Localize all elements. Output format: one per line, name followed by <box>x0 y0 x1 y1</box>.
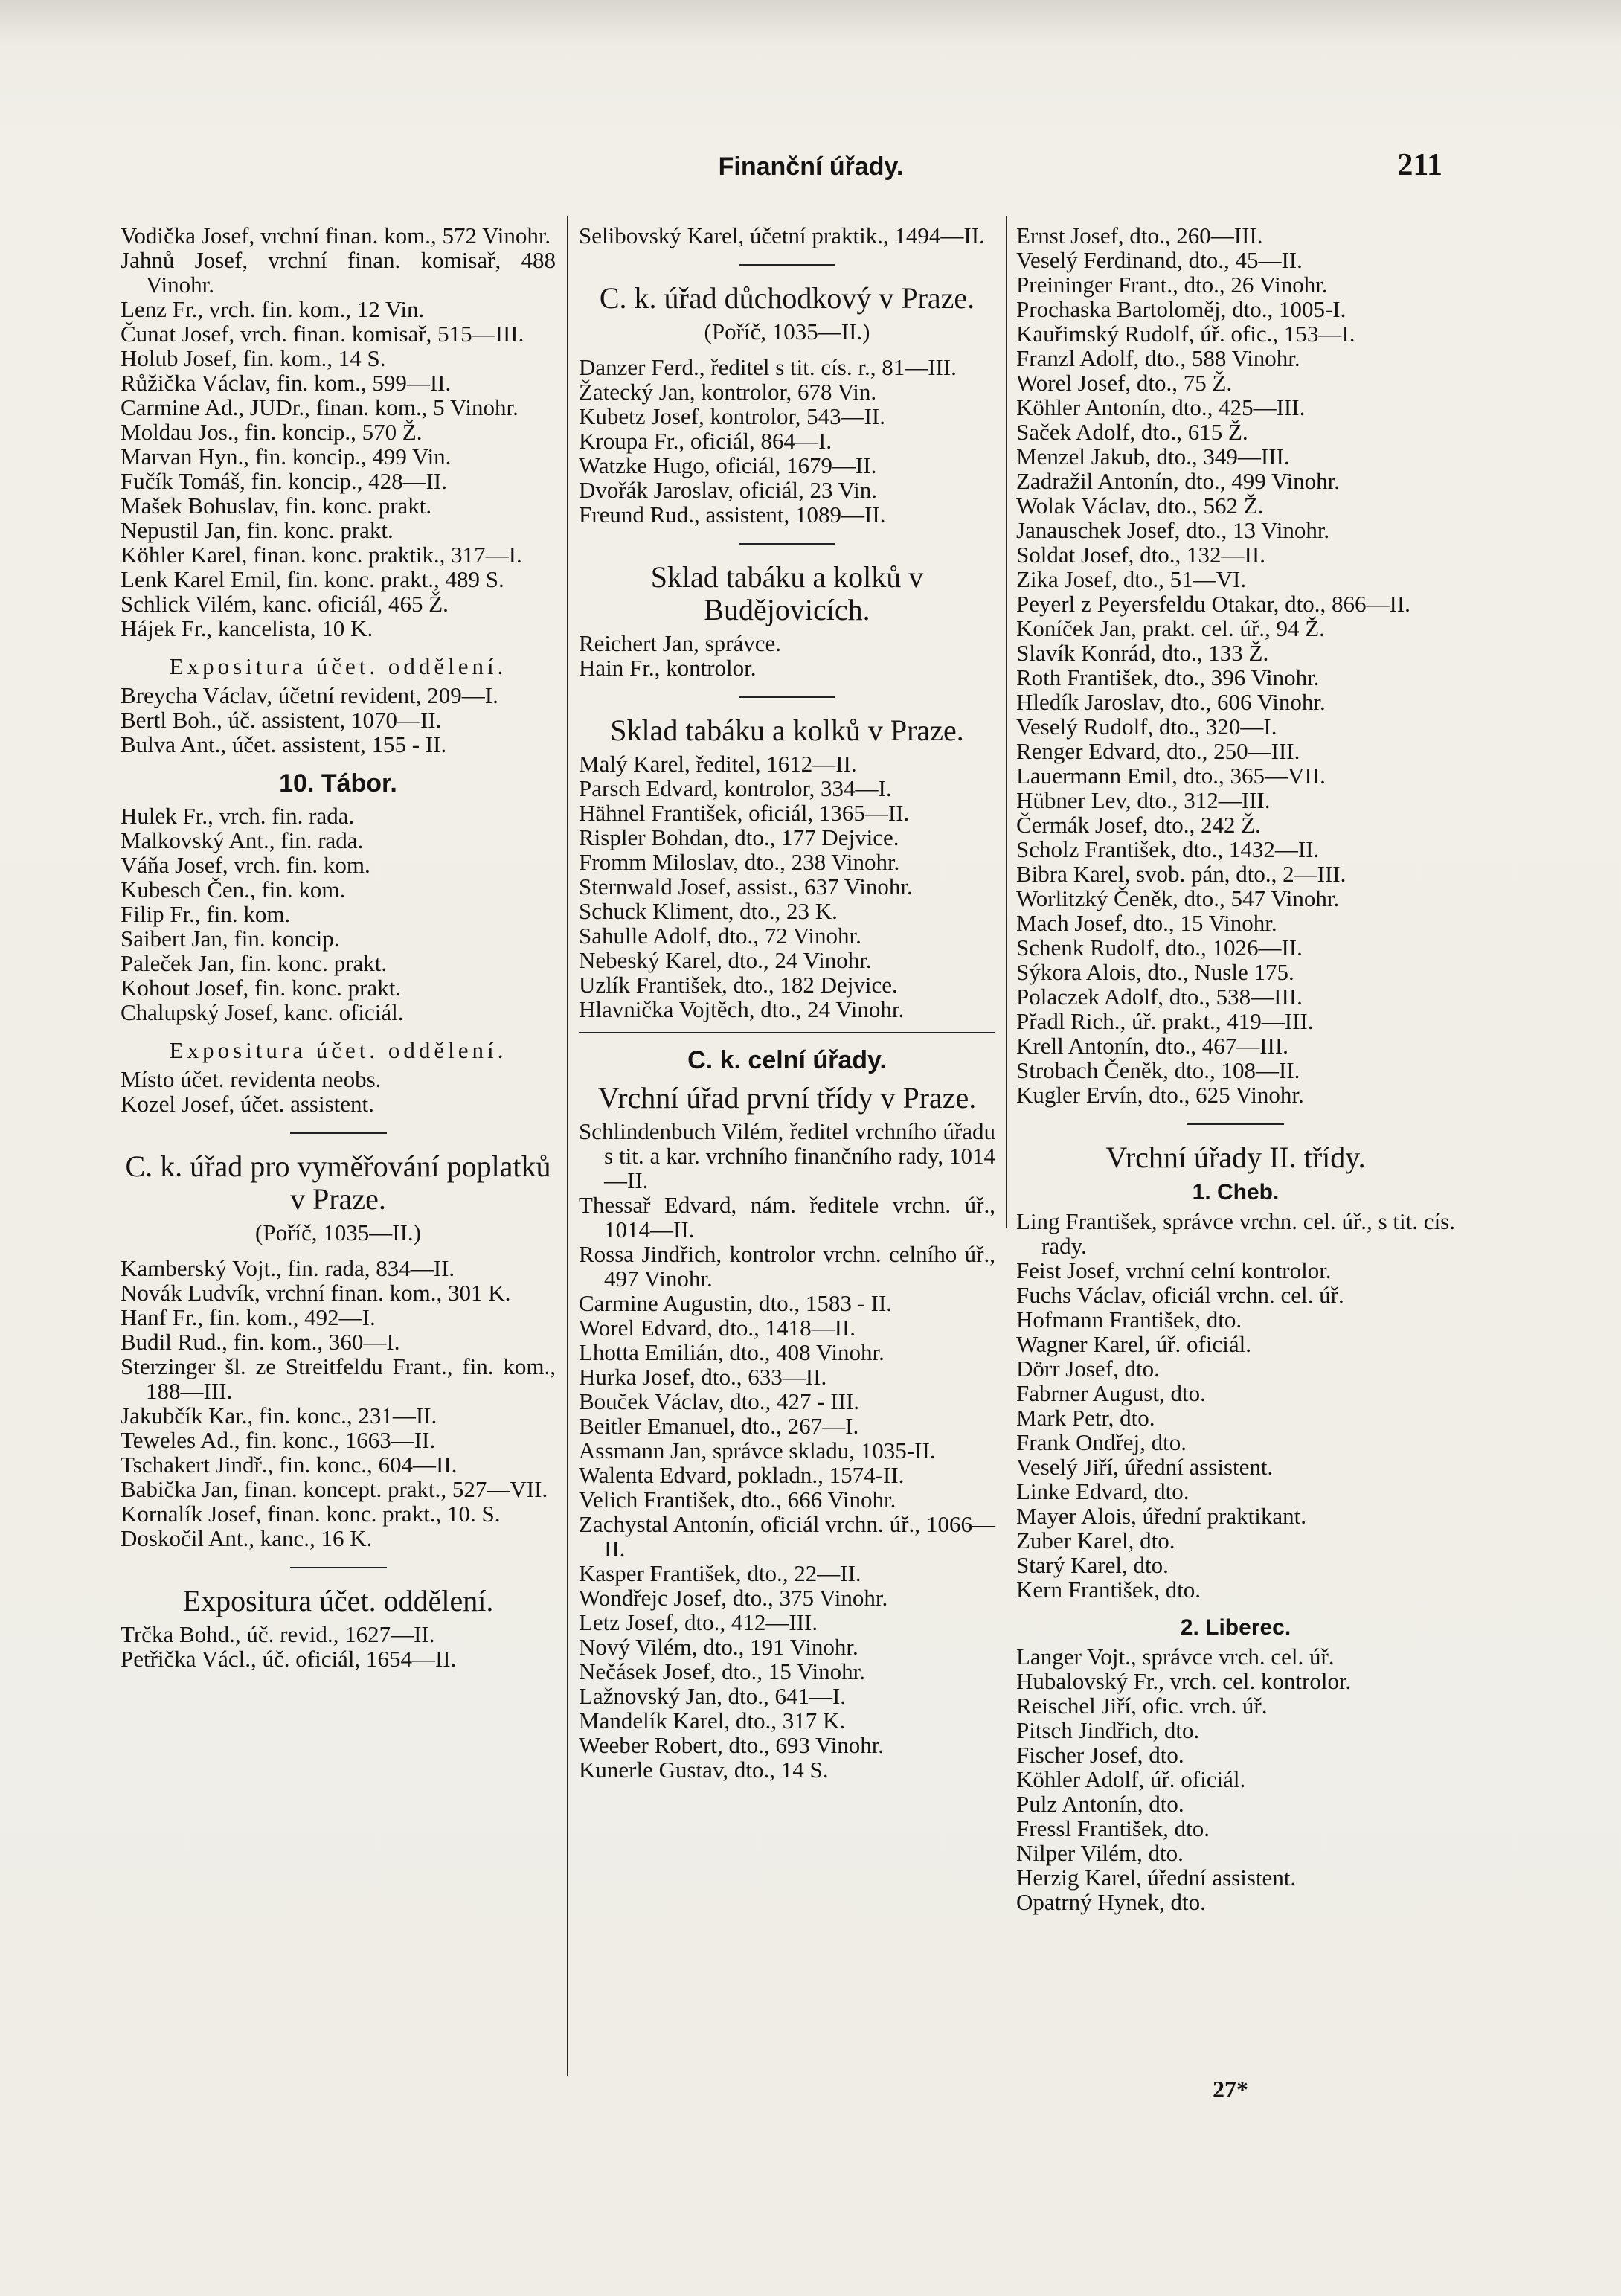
directory-entry: Reischel Jiří, ofic. vrch. úř. <box>1016 1693 1268 1719</box>
directory-entry: Novák Ludvík, vrchní finan. kom., 301 K. <box>121 1280 511 1306</box>
directory-entry: Veselý Jiří, úřední assistent. <box>1016 1454 1274 1480</box>
directory-entry: Kunerle Gustav, dto., 14 S. <box>579 1757 829 1783</box>
column-2 <box>579 223 995 1782</box>
directory-entry: Slavík Konrád, dto., 133 Ž. <box>1016 640 1269 666</box>
directory-entry: Mach Josef, dto., 15 Vinohr. <box>1016 910 1277 936</box>
directory-entry: Frank Ondřej, dto. <box>1016 1429 1187 1455</box>
col3-top-list <box>1016 223 1455 1107</box>
directory-entry: Hulek Fr., vrch. fin. rada. <box>121 803 355 829</box>
directory-entry: Hain Fr., kontrolor. <box>579 655 757 681</box>
directory-entry: Uzlík František, dto., 182 Dejvice. <box>579 972 898 998</box>
directory-entry: Hledík Jaroslav, dto., 606 Vinohr. <box>1016 689 1326 715</box>
directory-entry: Jahnů Josef, vrchní finan. komisař, 488 Vinohr. <box>121 247 556 298</box>
directory-entry: Linke Edvard, dto. <box>1016 1478 1190 1504</box>
directory-entry: Sternwald Josef, assist., 637 Vinohr. <box>579 873 913 900</box>
directory-entry: Schenk Rudolf, dto., 1026—II. <box>1016 934 1303 961</box>
directory-entry: Žatecký Jan, kontrolor, 678 Vin. <box>579 379 877 405</box>
directory-entry: Saibert Jan, fin. koncip. <box>121 926 340 952</box>
section-heading: Expositura účet. oddělení. <box>169 1037 507 1063</box>
directory-entry: Kubetz Josef, kontrolor, 543—II. <box>579 403 886 429</box>
directory-entry: Ling František, správce vrchn. cel. úř., s tit. cís. rady. <box>1016 1208 1455 1259</box>
directory-entry: Danzer Ferd., ředitel s tit. cís. r., 81—III. <box>579 354 957 380</box>
col2-duch-list <box>579 355 995 527</box>
directory-entry: Freund Rud., assistent, 1089—II. <box>579 501 886 527</box>
signature-mark: 27* <box>1213 2076 1248 2103</box>
directory-entry: Preininger Frant., dto., 26 Vinohr. <box>1016 272 1328 298</box>
directory-entry: Paleček Jan, fin. konc. prakt. <box>121 950 388 976</box>
directory-entry: Čunat Josef, vrch. finan. komisař, 515—III. <box>121 321 524 347</box>
section-heading: Vrchní úřad první třídy v Praze. <box>597 1081 977 1115</box>
directory-entry: Zuber Karel, dto. <box>1016 1527 1175 1553</box>
directory-entry: Hájek Fr., kancelista, 10 K. <box>121 615 373 641</box>
section-heading: Sklad tabáku a kolků v Praze. <box>610 714 964 747</box>
directory-entry: Velich František, dto., 666 Vinohr. <box>579 1487 896 1513</box>
directory-entry: Walenta Edvard, pokladn., 1574-II. <box>579 1462 905 1488</box>
directory-entry: Zadražil Antonín, dto., 499 Vinohr. <box>1016 468 1340 494</box>
directory-entry: Worel Edvard, dto., 1418—II. <box>579 1315 856 1341</box>
separator <box>739 543 835 545</box>
col1-tabor-list <box>121 804 556 1024</box>
separator <box>739 264 835 266</box>
directory-entry: Fromm Miloslav, dto., 238 Vinohr. <box>579 849 900 875</box>
directory-entry: Mayer Alois, úřední praktikant. <box>1016 1503 1306 1529</box>
directory-entry: Teweles Ad., fin. konc., 1663—II. <box>121 1427 436 1453</box>
directory-entry: Nový Vilém, dto., 191 Vinohr. <box>579 1634 858 1660</box>
page-header-title: Finanční úřady. <box>718 153 904 181</box>
directory-entry: Nilper Vilém, dto. <box>1016 1840 1184 1866</box>
directory-entry: Franzl Adolf, dto., 588 Vinohr. <box>1016 345 1300 371</box>
col2-budej-list <box>579 631 995 680</box>
col1-expos2-list <box>121 1067 556 1116</box>
directory-entry: Budil Rud., fin. kom., 360—I. <box>121 1329 400 1355</box>
page-number: 211 <box>1397 148 1442 182</box>
directory-entry: Reichert Jan, správce. <box>579 630 781 656</box>
directory-entry: Roth František, dto., 396 Vinohr. <box>1016 664 1320 690</box>
directory-entry: Mark Petr, dto. <box>1016 1405 1155 1431</box>
separator <box>739 696 835 698</box>
directory-entry: Veselý Ferdinand, dto., 45—II. <box>1016 247 1303 273</box>
directory-entry: Worlitzký Čeněk, dto., 547 Vinohr. <box>1016 885 1340 911</box>
directory-entry: Breycha Václav, účetní revident, 209—I. <box>121 682 498 708</box>
directory-entry: Carmine Ad., JUDr., finan. kom., 5 Vinohr. <box>121 394 519 420</box>
directory-entry: Soldat Josef, dto., 132—II. <box>1016 542 1265 568</box>
directory-entry: Lažnovský Jan, dto., 641—I. <box>579 1683 847 1709</box>
directory-entry: Bertl Boh., úč. assistent, 1070—II. <box>121 707 442 733</box>
section-heading: 2. Liberec. <box>1180 1615 1291 1640</box>
directory-entry: Weeber Robert, dto., 693 Vinohr. <box>579 1732 885 1758</box>
section-heading: 10. Tábor. <box>279 769 397 798</box>
directory-entry: Malý Karel, ředitel, 1612—II. <box>579 751 857 777</box>
directory-entry: Zachystal Antonín, oficiál vrchn. úř., 1066—II. <box>579 1511 995 1562</box>
column-rule-right <box>1006 216 1007 1228</box>
section-heading: Vrchní úřady II. třídy. <box>1105 1141 1366 1174</box>
directory-entry: Scholz František, dto., 1432—II. <box>1016 836 1320 862</box>
col1-expos1-list <box>121 683 556 757</box>
directory-entry: Parsch Edvard, kontrolor, 334—I. <box>579 775 892 801</box>
directory-entry: Rispler Bohdan, dto., 177 Dejvice. <box>579 824 899 850</box>
directory-entry: Beitler Emanuel, dto., 267—I. <box>579 1413 859 1439</box>
separator <box>290 1567 387 1568</box>
directory-entry: Bibra Karel, svob. pán, dto., 2—III. <box>1016 861 1346 887</box>
directory-entry: Langer Vojt., správce vrch. cel. úř. <box>1016 1644 1335 1670</box>
col2-top-list <box>579 223 995 248</box>
section-heading: Sklad tabáku a kolků v Budějovicích. <box>650 560 924 626</box>
directory-entry: Moldau Jos., fin. koncip., 570 Ž. <box>121 419 423 445</box>
directory-entry: Peyerl z Peyersfeldu Otakar, dto., 866—II. <box>1016 591 1410 617</box>
directory-entry: Místo účet. revidenta neobs. <box>121 1066 382 1092</box>
directory-entry: Köhler Antonín, dto., 425—III. <box>1016 394 1306 420</box>
col2-vrchni1-list <box>579 1119 995 1782</box>
directory-entry: Lauermann Emil, dto., 365—VII. <box>1016 763 1326 789</box>
directory-entry: Krell Antonín, dto., 467—III. <box>1016 1033 1288 1059</box>
directory-entry: Hähnel František, oficiál, 1365—II. <box>579 800 910 826</box>
directory-entry: Pulz Antonín, dto. <box>1016 1791 1184 1817</box>
directory-entry: Babička Jan, finan. koncept. prakt., 527—VII. <box>121 1476 548 1502</box>
directory-entry: Kohout Josef, fin. konc. prakt. <box>121 975 402 1001</box>
column-3 <box>1016 223 1455 1914</box>
directory-entry: Přadl Rich., úř. prakt., 419—III. <box>1016 1008 1314 1034</box>
directory-entry: Trčka Bohd., úč. revid., 1627—II. <box>121 1621 435 1647</box>
col1-vymer-list <box>121 1256 556 1551</box>
directory-entry: Köhler Karel, finan. konc. praktik., 317—I. <box>121 542 522 568</box>
directory-entry: Bouček Václav, dto., 427 - III. <box>579 1388 860 1414</box>
directory-entry: Vodička Josef, vrchní finan. kom., 572 Vinohr. <box>121 222 551 248</box>
directory-entry: Petřička Václ., úč. oficiál, 1654—II. <box>121 1646 457 1672</box>
section-heading: C. k. úřad pro vyměřování poplatků v Praze. <box>125 1149 551 1216</box>
directory-entry: Fressl František, dto. <box>1016 1815 1210 1841</box>
directory-entry: Nebeský Karel, dto., 24 Vinohr. <box>579 947 872 973</box>
directory-entry: Polaczek Adolf, dto., 538—III. <box>1016 984 1303 1010</box>
directory-entry: Mandelík Karel, dto., 317 K. <box>579 1707 846 1734</box>
directory-entry: Lenz Fr., vrch. fin. kom., 12 Vin. <box>121 296 425 322</box>
directory-entry: Holub Josef, fin. kom., 14 S. <box>121 345 386 371</box>
section-heading: C. k. celní úřady. <box>687 1046 887 1074</box>
directory-entry: Worel Josef, dto., 75 Ž. <box>1016 370 1233 396</box>
directory-entry: Filip Fr., fin. kom. <box>121 901 291 927</box>
section-heading: 1. Cheb. <box>1192 1180 1280 1205</box>
directory-entry: Assmann Jan, správce skladu, 1035-II. <box>579 1437 936 1463</box>
directory-entry: Strobach Čeněk, dto., 108—II. <box>1016 1057 1300 1083</box>
directory-entry: Sahulle Adolf, dto., 72 Vinohr. <box>579 923 861 949</box>
directory-entry: Fabrner August, dto. <box>1016 1380 1206 1406</box>
directory-entry: Janauschek Josef, dto., 13 Vinohr. <box>1016 517 1330 543</box>
directory-entry: Saček Adolf, dto., 615 Ž. <box>1016 419 1248 445</box>
directory-entry: Koníček Jan, prakt. cel. úř., 94 Ž. <box>1016 615 1325 641</box>
directory-entry: Kasper František, dto., 22—II. <box>579 1560 861 1586</box>
directory-entry: Hanf Fr., fin. kom., 492—I. <box>121 1304 376 1330</box>
separator <box>579 1032 995 1033</box>
directory-entry: Sterzinger šl. ze Streitfeldu Frant., fin. kom., 188—III. <box>121 1353 556 1404</box>
col3-liberec-list <box>1016 1644 1455 1914</box>
directory-entry: Fischer Josef, dto. <box>1016 1742 1184 1768</box>
directory-entry: Jakubčík Kar., fin. konc., 231—II. <box>121 1402 437 1428</box>
section-subheading: (Poříč, 1035—II.) <box>255 1219 421 1245</box>
directory-entry: Malkovský Ant., fin. rada. <box>121 827 364 853</box>
directory-entry: Feist Josef, vrchní celní kontrolor. <box>1016 1257 1332 1283</box>
directory-entry: Carmine Augustin, dto., 1583 - II. <box>579 1290 893 1316</box>
directory-entry: Schlindenbuch Vilém, ředitel vrchního úřadu s tit. a kar. vrchního finančního rady, 1014—II. <box>579 1118 995 1193</box>
directory-entry: Kugler Ervín, dto., 625 Vinohr. <box>1016 1082 1304 1108</box>
directory-entry: Bulva Ant., účet. assistent, 155 - II. <box>121 731 447 757</box>
directory-entry: Váňa Josef, vrch. fin. kom. <box>121 852 370 878</box>
directory-entry: Hlavnička Vojtěch, dto., 24 Vinohr. <box>579 996 905 1022</box>
directory-entry: Selibovský Karel, účetní praktik., 1494—II. <box>579 222 985 248</box>
directory-entry: Fuchs Václav, oficiál vrchn. cel. úř. <box>1016 1282 1344 1308</box>
directory-entry: Menzel Jakub, dto., 349—III. <box>1016 443 1290 469</box>
separator <box>290 1132 387 1134</box>
directory-entry: Schlick Vilém, kanc. oficiál, 465 Ž. <box>121 591 449 617</box>
section-heading: Expositura účet. oddělení. <box>169 653 507 679</box>
directory-entry: Prochaska Bartoloměj, dto., 1005-I. <box>1016 296 1346 322</box>
directory-entry: Wondřejc Josef, dto., 375 Vinohr. <box>579 1585 888 1611</box>
directory-entry: Fučík Tomáš, fin. koncip., 428—II. <box>121 468 447 494</box>
directory-entry: Nepustil Jan, fin. konc. prakt. <box>121 517 394 543</box>
directory-entry: Herzig Karel, úřední assistent. <box>1016 1864 1297 1891</box>
column-rule-left <box>567 216 568 2076</box>
col1-top-list <box>121 223 556 641</box>
directory-entry: Hubalovský Fr., vrch. cel. kontrolor. <box>1016 1668 1352 1694</box>
directory-entry: Kern František, dto. <box>1016 1577 1201 1603</box>
directory-entry: Starý Karel, dto. <box>1016 1552 1169 1578</box>
directory-entry: Veselý Rudolf, dto., 320—I. <box>1016 714 1277 740</box>
directory-entry: Köhler Adolf, úř. oficiál. <box>1016 1766 1246 1792</box>
col2-praha-list <box>579 751 995 1022</box>
directory-entry: Watzke Hugo, oficiál, 1679—II. <box>579 452 877 478</box>
directory-entry: Mašek Bohuslav, fin. konc. prakt. <box>121 493 432 519</box>
directory-entry: Doskočil Ant., kanc., 16 K. <box>121 1525 373 1551</box>
directory-entry: Pitsch Jindřich, dto. <box>1016 1717 1200 1743</box>
col3-cheb-list <box>1016 1209 1455 1602</box>
directory-entry: Sýkora Alois, dto., Nusle 175. <box>1016 959 1294 985</box>
directory-entry: Schuck Kliment, dto., 23 K. <box>579 898 838 924</box>
directory-entry: Opatrný Hynek, dto. <box>1016 1889 1206 1915</box>
directory-entry: Kozel Josef, účet. assistent. <box>121 1091 374 1117</box>
directory-entry: Nečásek Josef, dto., 15 Vinohr. <box>579 1658 866 1684</box>
section-subheading: (Poříč, 1035—II.) <box>704 318 870 344</box>
section-heading: Expositura účet. oddělení. <box>182 1584 494 1617</box>
separator <box>1187 1123 1284 1125</box>
directory-entry: Thessař Edvard, nám. ředitele vrchn. úř., 1014—II. <box>579 1192 995 1242</box>
directory-entry: Renger Edvard, dto., 250—III. <box>1016 738 1300 764</box>
directory-entry: Letz Josef, dto., 412—III. <box>579 1609 818 1635</box>
directory-entry: Dörr Josef, dto. <box>1016 1356 1160 1382</box>
directory-entry: Hübner Lev, dto., 312—III. <box>1016 787 1271 813</box>
directory-entry: Kornalík Josef, finan. konc. prakt., 10. S. <box>121 1501 501 1527</box>
col1-expos3-list <box>121 1622 556 1671</box>
directory-entry: Čermák Josef, dto., 242 Ž. <box>1016 812 1261 838</box>
directory-entry: Kroupa Fr., oficiál, 864—I. <box>579 428 832 454</box>
directory-entry: Dvořák Jaroslav, oficiál, 23 Vin. <box>579 477 878 503</box>
directory-entry: Kamberský Vojt., fin. rada, 834—II. <box>121 1255 455 1281</box>
directory-entry: Wolak Václav, dto., 562 Ž. <box>1016 493 1264 519</box>
directory-entry: Wagner Karel, úř. oficiál. <box>1016 1331 1251 1357</box>
directory-entry: Rossa Jindřich, kontrolor vrchn. celního úř., 497 Vinohr. <box>579 1241 995 1292</box>
directory-entry: Hurka Josef, dto., 633—II. <box>579 1364 827 1390</box>
directory-entry: Růžička Václav, fin. kom., 599—II. <box>121 370 452 396</box>
directory-entry: Marvan Hyn., fin. koncip., 499 Vin. <box>121 443 452 469</box>
directory-entry: Tschakert Jindř., fin. konc., 604—II. <box>121 1452 458 1478</box>
directory-entry: Lenk Karel Emil, fin. konc. prakt., 489 S. <box>121 566 504 592</box>
directory-entry: Ernst Josef, dto., 260—III. <box>1016 222 1263 248</box>
directory-entry: Zika Josef, dto., 51—VI. <box>1016 566 1247 592</box>
directory-entry: Lhotta Emilián, dto., 408 Vinohr. <box>579 1339 885 1365</box>
directory-entry: Hofmann František, dto. <box>1016 1306 1242 1333</box>
directory-entry: Chalupský Josef, kanc. oficiál. <box>121 999 404 1025</box>
column-1 <box>121 223 556 1671</box>
section-heading: C. k. úřad důchodkový v Praze. <box>599 281 975 315</box>
directory-entry: Kubesch Čen., fin. kom. <box>121 876 346 902</box>
directory-entry: Kauřimský Rudolf, úř. ofic., 153—I. <box>1016 321 1355 347</box>
